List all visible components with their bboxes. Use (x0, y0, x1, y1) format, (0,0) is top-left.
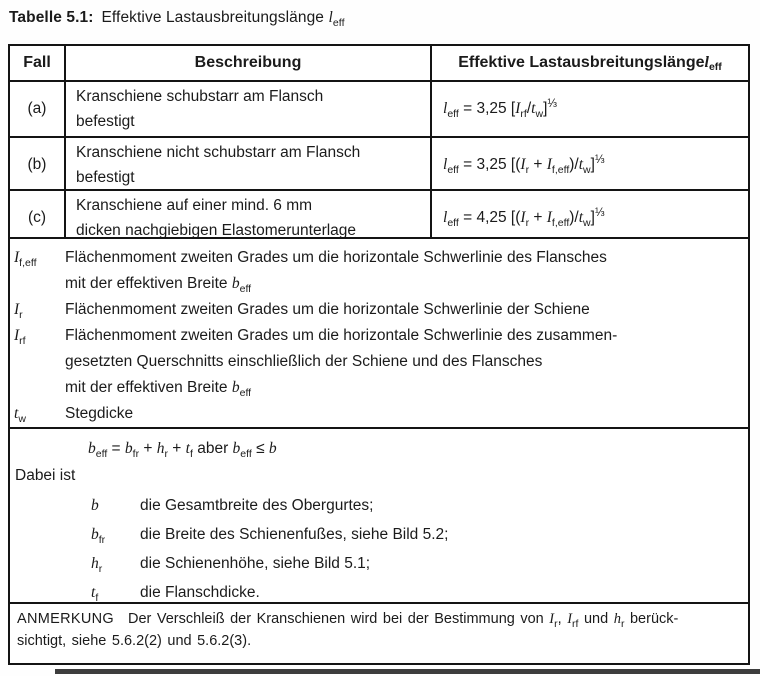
symbol-meaning: die Flanschdicke. (140, 584, 260, 601)
table-caption-number: Tabelle 5.1: (9, 9, 94, 26)
table-row-a (10, 80, 748, 136)
symbol: $t_f$ (91, 584, 99, 602)
symbol-meaning: Stegdicke (65, 405, 134, 422)
case-formula (430, 191, 748, 237)
symbol-meaning: die Gesamtbreite des Obergurtes; (140, 497, 374, 514)
table-caption (9, 9, 345, 27)
case-description (64, 82, 430, 136)
symbol-definitions-section (10, 237, 748, 427)
header-cell-formula: Effektive Lastausbreitungslänge l $_{eff}$ (430, 46, 748, 80)
header-cell-description: Beschreibung (64, 46, 430, 80)
symbol: $b_{fr}$ (91, 526, 106, 546)
note-section (10, 602, 748, 651)
case-description (64, 138, 430, 189)
symbol-meaning: Flächenmoment zweiten Grades um die horizontale Schwerlinie des zusammen- gesetzten Querschnitts einschließlich der Schiene und des Flansches mit der effektiven Breite $b_{eff}$ (65, 327, 618, 399)
case-label: (b) (27, 156, 47, 173)
case-description-text: Kranschiene schubstarr am Flansch befestigt (76, 88, 324, 130)
symbol-definition (13, 245, 740, 297)
table-row-b (10, 136, 748, 189)
header-cell-case: Fall (23, 54, 51, 71)
case-description (64, 191, 430, 237)
beff-section (10, 427, 748, 602)
symbol-meaning: Flächenmoment zweiten Grades um die horizontale Schwerlinie der Schiene (65, 301, 590, 318)
case-description-text: Kranschiene auf einer mind. 6 mm dicken nachgiebigen Elastomerunterlage (76, 197, 357, 237)
beff-definition (14, 580, 740, 602)
symbol: $I_{f,eff}$ (14, 249, 37, 269)
note-label: ANMERKUNG (17, 611, 114, 627)
symbol-meaning: die Breite des Schienenfußes, siehe Bild 5.2; (140, 526, 449, 543)
table-header-row (10, 46, 748, 80)
symbol: $h_r$ (91, 555, 103, 575)
table-5-1 (8, 44, 750, 665)
note-text: Der Verschleiß der Kranschienen wird bei der Bestimmung von $I_r$, $I_{rf}$ und $h_r$ berück- sichtigt, siehe 5.6.2(2) und 5.6.2(3). (17, 611, 679, 649)
symbol: $t_w$ (14, 405, 26, 425)
table-caption-text: Effektive Lastausbreitungslänge $l_{eff}$ (101, 9, 345, 29)
case-formula-text: $l_{eff} = 4,25$ $[(I_r + I_{f,eff})/t_w]^{\frac{1}{3}}$ (443, 207, 605, 229)
case-formula-text: $l_{eff} = 3,25$ $[I_{rf}/t_w]^{\frac{1}{3}}$ (443, 98, 557, 120)
beff-definition (14, 551, 740, 576)
symbol-definition (13, 401, 740, 427)
symbol: $I_r$ (14, 301, 23, 321)
beff-intro: Dabei ist (15, 467, 76, 484)
beff-definition (14, 522, 740, 547)
case-formula (430, 138, 748, 189)
case-formula-text: $l_{eff} = 3,25$ $[(I_r + I_{f,eff})/t_w]^{\frac{1}{3}}$ (443, 154, 605, 176)
beff-formula: $b_{eff} = b_{fr} + h_r + t_f$ aber $b_{eff} \le b$ (88, 440, 277, 460)
symbol-meaning: die Schienenhöhe, siehe Bild 5.1; (140, 555, 371, 572)
symbol-meaning: Flächenmoment zweiten Grades um die horizontale Schwerlinie des Flansches mit der effektiven Breite $b_{eff}$ (65, 249, 607, 295)
symbol-definition (13, 323, 740, 401)
case-label: (a) (27, 100, 47, 117)
symbol: $I_{rf}$ (14, 327, 26, 347)
beff-definition (14, 493, 740, 518)
page-bottom-rule (55, 669, 760, 674)
case-description-text: Kranschiene nicht schubstarr am Flansch befestigt (76, 144, 361, 186)
case-formula (430, 82, 748, 136)
table-row-c (10, 189, 748, 237)
symbol-definition (13, 297, 740, 323)
symbol: b (91, 497, 99, 514)
case-label: (c) (27, 209, 47, 226)
